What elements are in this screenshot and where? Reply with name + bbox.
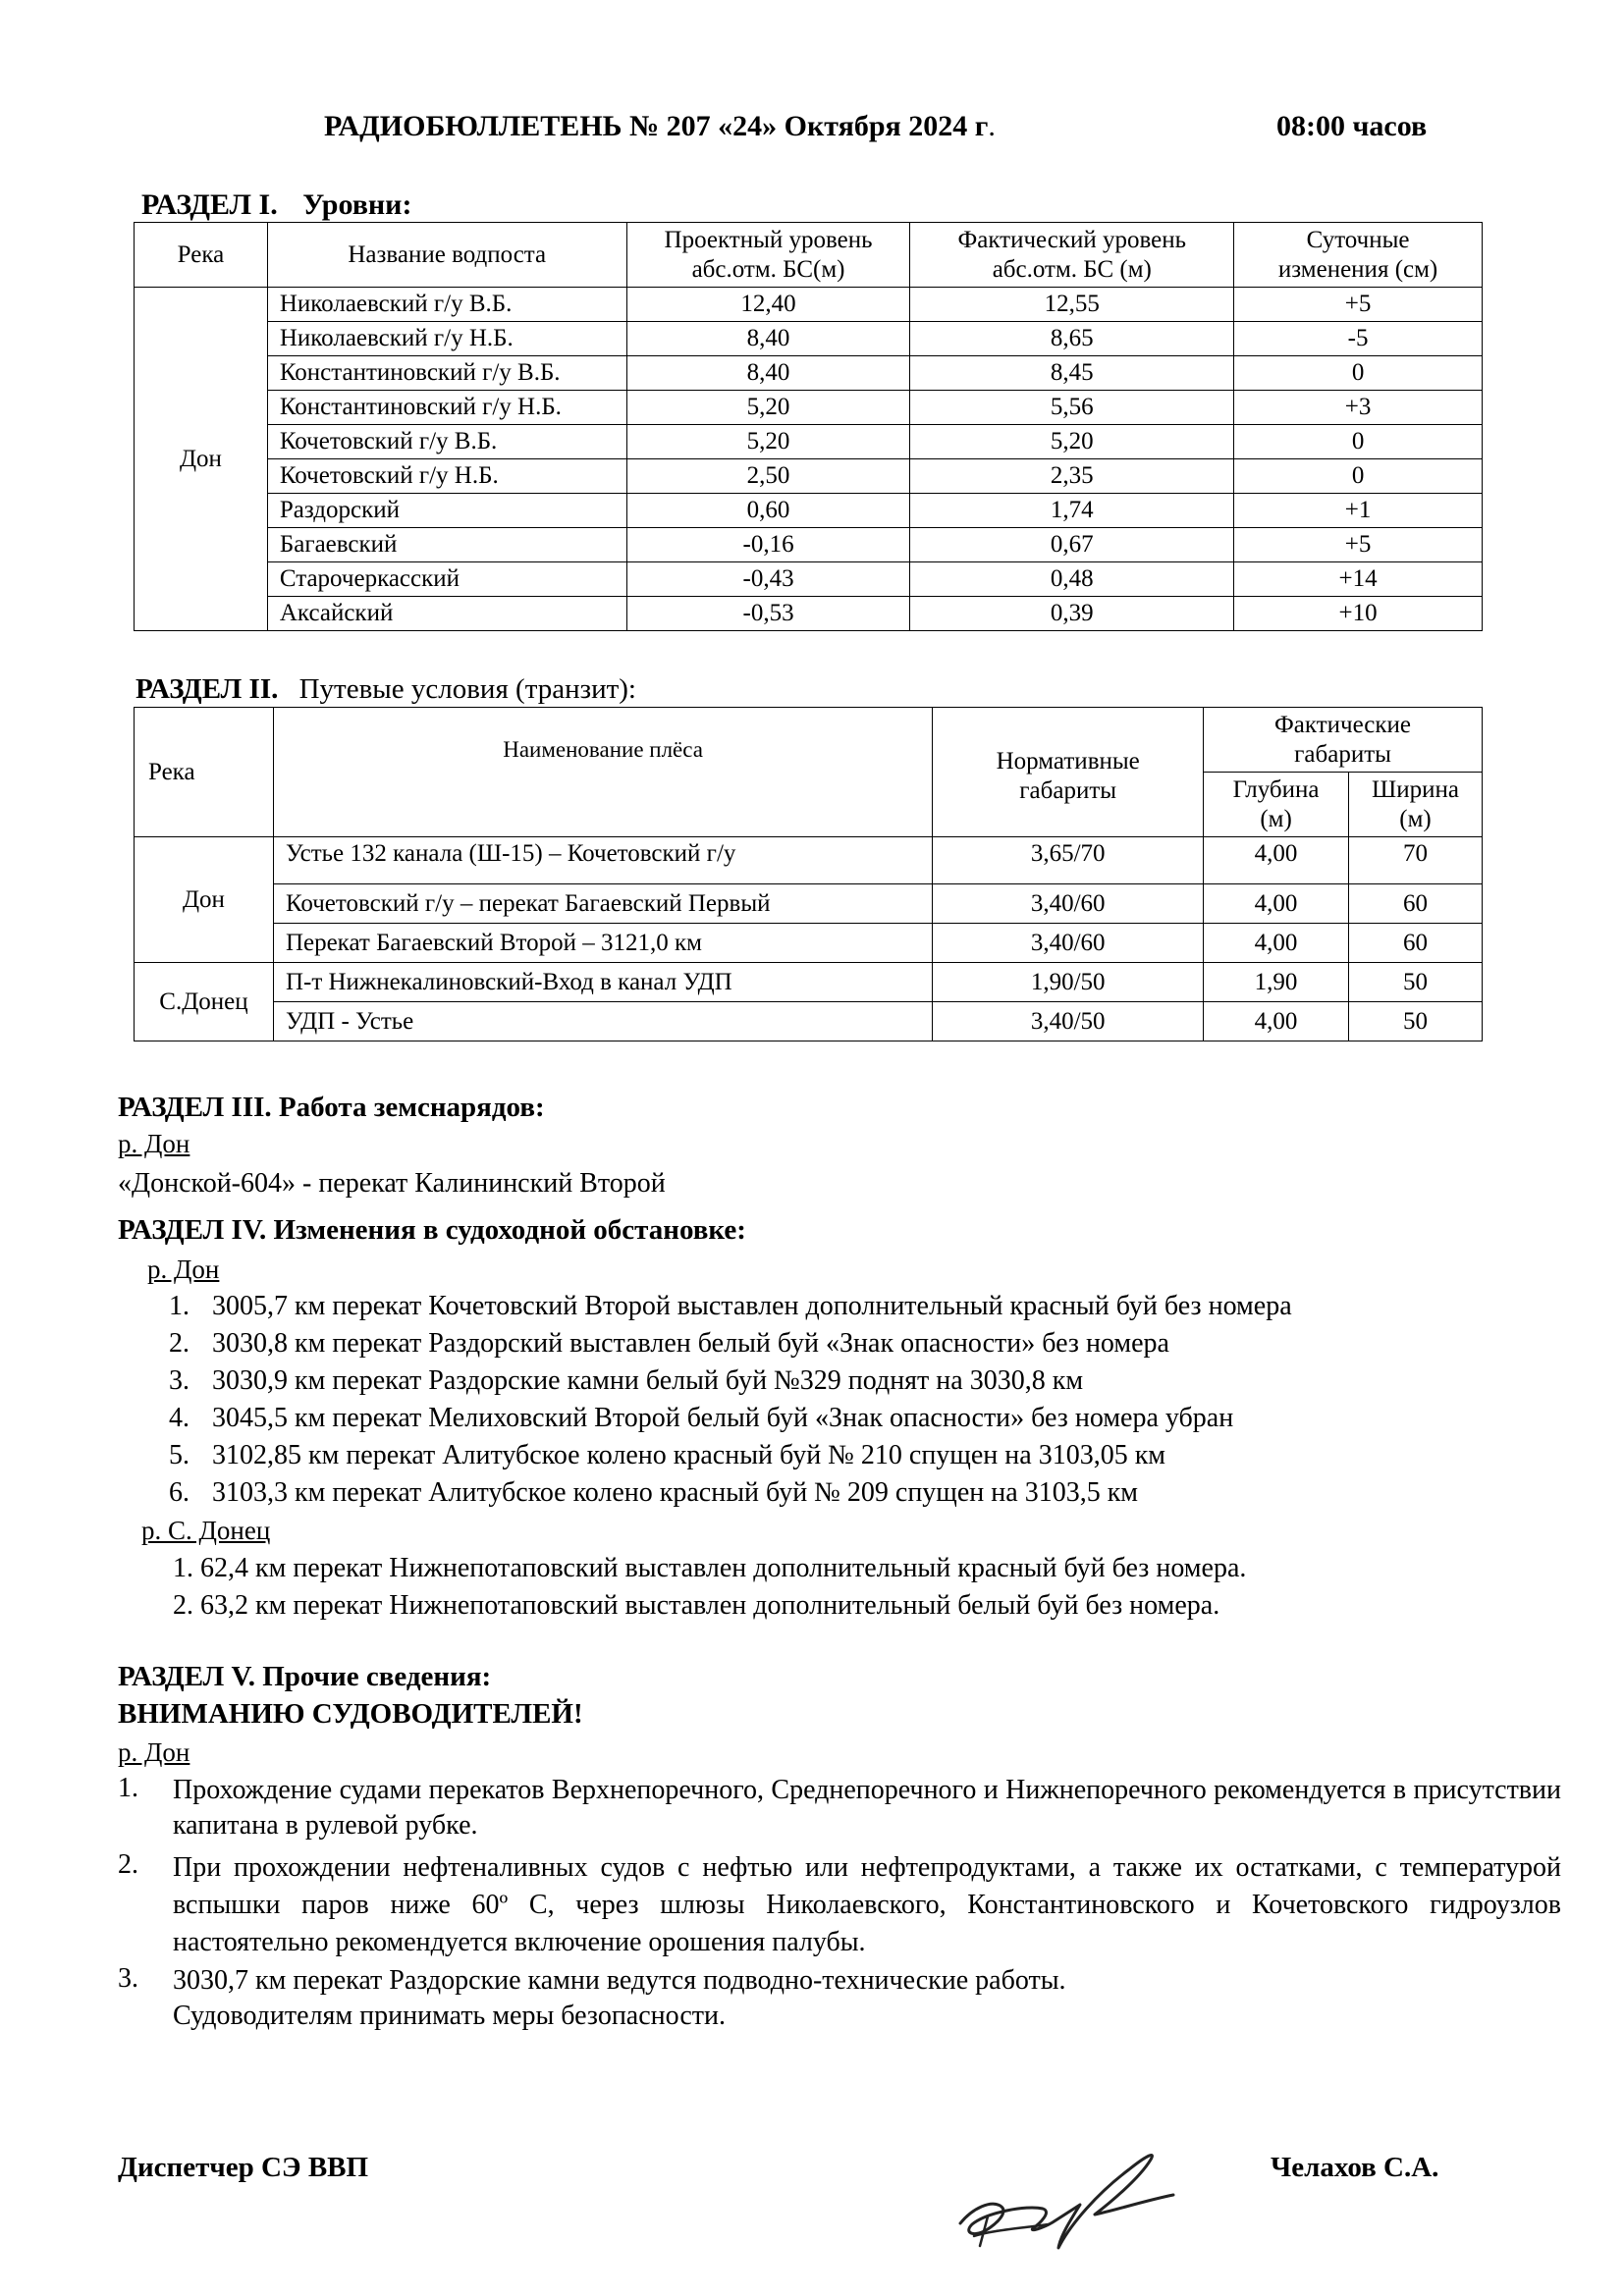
levels-actual: 0,48 [910, 562, 1234, 597]
levels-actual: 2,35 [910, 459, 1234, 494]
levels-project: 12,40 [626, 288, 910, 322]
dispatcher-position: Диспетчер СЭ ВВП [118, 2152, 369, 2183]
levels-actual: 0,67 [910, 528, 1234, 562]
route-col-fact [1204, 708, 1483, 773]
levels-post: Константиновский г/у Н.Б. [267, 391, 626, 425]
levels-col-post: Название водпоста [267, 223, 626, 288]
route-norm: 3,65/70 [933, 837, 1204, 884]
section1-title [141, 188, 411, 222]
list-item-text: 3005,7 км перекат Кочетовский Второй выставлен дополнительный красный буй без номера [212, 1291, 1292, 1321]
route-width: 50 [1349, 1002, 1483, 1041]
list-item-text: 3030,9 км перекат Раздорские камни белый буй №329 поднят на 3030,8 км [212, 1365, 1084, 1396]
levels-post: Аксайский [267, 597, 626, 631]
route-depth: 4,00 [1204, 1002, 1349, 1041]
levels-actual: 0,39 [910, 597, 1234, 631]
levels-project: 8,40 [626, 322, 910, 356]
route-depth: 4,00 [1204, 924, 1349, 963]
levels-table [134, 222, 1483, 631]
levels-post: Раздорский [267, 494, 626, 528]
section4-river-don: р. Дон [147, 1255, 220, 1284]
route-depth: 1,90 [1204, 963, 1349, 1002]
route-col-norm [933, 708, 1204, 837]
levels-col-project [626, 223, 910, 288]
list-item [118, 1773, 1561, 1843]
list-item: 1. 62,4 км перекат Нижнепотаповский выставлен дополнительный красный буй без номера. [173, 1553, 1247, 1583]
table-row [135, 494, 1483, 528]
list-item-text: 3030,7 км перекат Раздорские камни ведутся подводно-технические работы. [173, 1965, 1066, 1996]
bulletin-title-text: РАДИОБЮЛЛЕТЕНЬ № 207 «24» Октября 2024 г [324, 110, 989, 142]
bulletin-time: 08:00 часов [1276, 110, 1428, 142]
levels-actual: 5,20 [910, 425, 1234, 459]
list-item-number: 5. [169, 1440, 189, 1470]
levels-change: +5 [1234, 528, 1483, 562]
list-item-text: При прохождении нефтеналивных судов с нефтью или нефтепродуктами, а также их остатками, с температурой вспышки паров ниже 60º С, через шлюзы Николаевского, Константиновского и Кочетовского гидроузлов настоятельно рекомендуется включение орошения палубы. [173, 1852, 1561, 1957]
levels-actual: 1,74 [910, 494, 1234, 528]
section3-item: «Донской-604» - перекат Калининский Второй [118, 1168, 666, 1199]
table-row [135, 391, 1483, 425]
list-item-text: 3045,5 км перекат Мелиховский Второй белый буй «Знак опасности» без номера убран [212, 1403, 1234, 1433]
route-col-depth-l2: (м) [1260, 805, 1292, 832]
list-item [169, 1403, 1233, 1434]
route-col-fact-l2: габариты [1294, 740, 1391, 768]
table-row [135, 288, 1483, 322]
levels-project: -0,53 [626, 597, 910, 631]
list-item-number: 1. [169, 1291, 189, 1321]
route-name: Кочетовский г/у – перекат Багаевский Первый [273, 884, 932, 924]
levels-post: Николаевский г/у В.Б. [267, 288, 626, 322]
route-table [134, 707, 1483, 1041]
levels-change: 0 [1234, 356, 1483, 391]
section2-name: Путевые условия (транзит): [298, 673, 636, 705]
levels-col-actual-l1: Фактический уровень [957, 226, 1187, 253]
route-col-depth-l1: Глубина [1232, 775, 1320, 803]
list-item-number: 1. [118, 1773, 138, 1803]
levels-col-actual-l2: абс.отм. БС (м) [992, 255, 1152, 283]
levels-change: 0 [1234, 459, 1483, 494]
section5-title: РАЗДЕЛ V. Прочие сведения: [118, 1661, 492, 1692]
table-row [135, 963, 1483, 1002]
list-item-text: 3030,8 км перекат Раздорский выставлен белый буй «Знак опасности» без номера [212, 1328, 1169, 1359]
route-col-width-l1: Ширина [1372, 775, 1459, 803]
bulletin-title [324, 110, 996, 143]
table-row [135, 356, 1483, 391]
route-col-norm-l2: габариты [1019, 776, 1117, 804]
route-width: 60 [1349, 884, 1483, 924]
levels-post: Старочеркасский [267, 562, 626, 597]
list-item-text-line2: Судоводителям принимать меры безопасности. [173, 2001, 726, 2031]
levels-post: Багаевский [267, 528, 626, 562]
route-river-sdonets: С.Донец [135, 963, 274, 1041]
route-depth: 4,00 [1204, 884, 1349, 924]
list-item-text: 3102,85 км перекат Алитубское колено красный буй № 210 спущен на 3103,05 км [212, 1440, 1166, 1470]
table-row [135, 884, 1483, 924]
levels-col-change-l2: изменения (см) [1277, 255, 1438, 283]
route-header-row-1 [135, 708, 1483, 773]
table-row [135, 1002, 1483, 1041]
list-item-number: 2. [169, 1328, 189, 1359]
route-width: 50 [1349, 963, 1483, 1002]
levels-project: 5,20 [626, 425, 910, 459]
table-row [135, 528, 1483, 562]
route-name: Устье 132 канала (Ш-15) – Кочетовский г/у [273, 837, 932, 884]
list-item [118, 1963, 1561, 2034]
signature-icon [933, 2130, 1208, 2268]
levels-change: +1 [1234, 494, 1483, 528]
levels-project: 8,40 [626, 356, 910, 391]
route-name: УДП - Устье [273, 1002, 932, 1041]
route-norm: 3,40/60 [933, 884, 1204, 924]
list-item: 2. 63,2 км перекат Нижнепотаповский выставлен дополнительный белый буй без номера. [173, 1590, 1220, 1621]
section4-title: РАЗДЕЛ IV. Изменения в судоходной обстановке: [118, 1214, 746, 1246]
route-river-don: Дон [135, 837, 274, 963]
list-item [169, 1291, 1292, 1322]
levels-actual: 8,65 [910, 322, 1234, 356]
route-norm: 3,40/60 [933, 924, 1204, 963]
levels-river-cell: Дон [135, 288, 268, 631]
levels-post: Кочетовский г/у Н.Б. [267, 459, 626, 494]
section4-river-sdonets: р. С. Донец [141, 1516, 271, 1545]
levels-change: 0 [1234, 425, 1483, 459]
section1-name: Уровни: [302, 188, 412, 221]
section5-river: р. Дон [118, 1737, 190, 1767]
levels-col-project-l1: Проектный уровень [664, 226, 873, 253]
section3-river: р. Дон [118, 1129, 190, 1158]
section2-num: РАЗДЕЛ II. [135, 673, 279, 705]
route-width: 70 [1349, 837, 1483, 884]
levels-col-actual [910, 223, 1234, 288]
levels-project: 5,20 [626, 391, 910, 425]
levels-project: -0,43 [626, 562, 910, 597]
list-item-text: 3103,3 км перекат Алитубское колено красный буй № 209 спущен на 3103,5 км [212, 1477, 1139, 1508]
route-name: П-т Нижнекалиновский-Вход в канал УДП [273, 963, 932, 1002]
levels-col-project-l2: абс.отм. БС(м) [691, 255, 845, 283]
table-row [135, 837, 1483, 884]
levels-change: +5 [1234, 288, 1483, 322]
route-col-width-l2: (м) [1399, 805, 1432, 832]
dispatcher-name: Челахов С.А. [1271, 2152, 1439, 2183]
list-item [118, 1849, 1561, 1961]
list-item [169, 1365, 1083, 1397]
route-col-river: Река [135, 708, 274, 837]
route-col-name: Наименование плёса [273, 708, 932, 837]
route-col-fact-l1: Фактические [1274, 711, 1412, 738]
levels-change: +14 [1234, 562, 1483, 597]
route-col-norm-l1: Нормативные [996, 747, 1140, 774]
levels-actual: 12,55 [910, 288, 1234, 322]
levels-post: Николаевский г/у Н.Б. [267, 322, 626, 356]
route-col-depth [1204, 773, 1349, 837]
levels-project: -0,16 [626, 528, 910, 562]
bulletin-title-dot: . [988, 110, 996, 142]
section3-title: РАЗДЕЛ III. Работа земснарядов: [118, 1092, 545, 1123]
list-item-number: 2. [118, 1849, 138, 1880]
levels-project: 2,50 [626, 459, 910, 494]
levels-change: -5 [1234, 322, 1483, 356]
levels-col-change-l1: Суточные [1306, 226, 1410, 253]
section2-title [135, 673, 636, 706]
section1-num: РАЗДЕЛ I. [141, 188, 278, 221]
table-row [135, 562, 1483, 597]
list-item-number: 3. [118, 1963, 138, 1994]
levels-post: Константиновский г/у В.Б. [267, 356, 626, 391]
levels-change: +10 [1234, 597, 1483, 631]
list-item-number: 4. [169, 1403, 189, 1433]
levels-change: +3 [1234, 391, 1483, 425]
list-item [169, 1440, 1165, 1471]
list-item [169, 1477, 1138, 1509]
table-row [135, 322, 1483, 356]
list-item-text: Прохождение судами перекатов Верхнепоречного, Среднепоречного и Нижнепоречного рекомендуется в присутствии капитана в рулевой рубке. [173, 1775, 1561, 1841]
list-item-number: 6. [169, 1477, 189, 1508]
levels-actual: 8,45 [910, 356, 1234, 391]
list-item [169, 1328, 1169, 1360]
levels-col-river: Река [135, 223, 268, 288]
list-item-number: 3. [169, 1365, 189, 1396]
levels-col-change [1234, 223, 1483, 288]
table-row [135, 597, 1483, 631]
route-norm: 1,90/50 [933, 963, 1204, 1002]
table-row [135, 425, 1483, 459]
route-col-width [1349, 773, 1483, 837]
table-row [135, 459, 1483, 494]
levels-actual: 5,56 [910, 391, 1234, 425]
section5-attention: ВНИМАНИЮ СУДОВОДИТЕЛЕЙ! [118, 1698, 583, 1730]
levels-post: Кочетовский г/у В.Б. [267, 425, 626, 459]
table-row [135, 924, 1483, 963]
route-name: Перекат Багаевский Второй – 3121,0 км [273, 924, 932, 963]
route-depth: 4,00 [1204, 837, 1349, 884]
levels-header-row [135, 223, 1483, 288]
route-norm: 3,40/50 [933, 1002, 1204, 1041]
levels-project: 0,60 [626, 494, 910, 528]
route-width: 60 [1349, 924, 1483, 963]
